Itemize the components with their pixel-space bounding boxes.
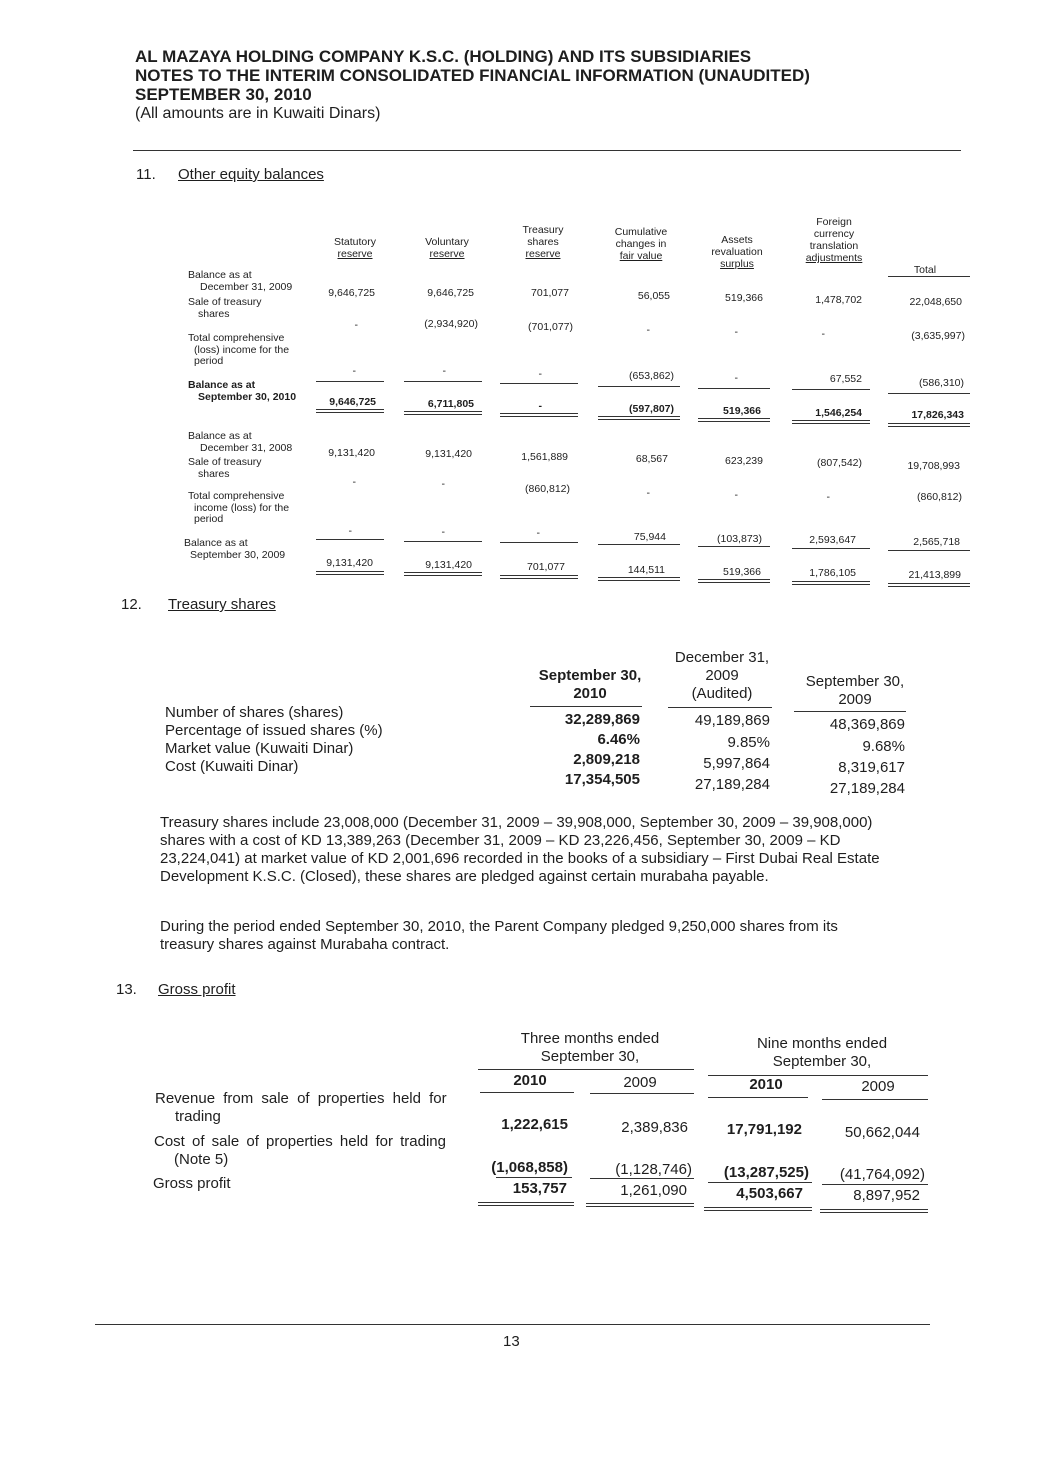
n12-col-dec2009: December 31, 2009 (Audited) bbox=[674, 649, 770, 702]
s2-double-rule bbox=[316, 571, 384, 575]
s2-tci-fairvalue: 75,944 bbox=[633, 531, 666, 543]
s1-double-rule bbox=[598, 416, 680, 420]
treasury-shares-paragraph: Treasury shares include 23,008,000 (December 31, 2009 – 39,908,000, September 30, 2009 – 39,908,000) shares with a cost of KD 13,389,263 (December 31, 2009 – KD 23,226,456, September 30, 2009 – KD 23,224,041) at market value of KD 2,001,696 recorded in the books of a subsidiary – First Dubai Real Estate Development K.S.C. (Closed), these shares are pledged against certain murabaha payable. bbox=[160, 814, 880, 885]
n13-year-rule bbox=[480, 1092, 574, 1093]
s1-tci-fairvalue: (653,862) bbox=[629, 370, 674, 382]
s1-tci-fx: 67,552 bbox=[829, 373, 862, 385]
col-total: Total bbox=[913, 264, 937, 276]
s1-tci-voluntary: - bbox=[442, 365, 446, 377]
s2-open-revaluation: 623,239 bbox=[725, 455, 763, 467]
s2-open-treasury: 1,561,889 bbox=[521, 451, 568, 463]
s1-sale-total: (3,635,997) bbox=[911, 330, 965, 342]
s2-open-total: 19,708,993 bbox=[907, 460, 960, 472]
s2-tci-voluntary: - bbox=[441, 526, 445, 538]
note12-number: 12. bbox=[121, 596, 142, 613]
n13-subtotal-rule bbox=[496, 1177, 572, 1178]
col-foreign-currency: Foreign currency translation adjustments bbox=[805, 216, 863, 264]
s2-close-voluntary: 9,131,420 bbox=[425, 559, 472, 571]
s1-double-rule bbox=[698, 418, 770, 422]
s2-double-rule bbox=[500, 575, 578, 579]
s1-sale-fairvalue: - bbox=[646, 324, 650, 336]
report-date: SEPTEMBER 30, 2010 bbox=[135, 85, 312, 104]
s1-open-treasury: 701,077 bbox=[531, 287, 569, 299]
n12-v2: 9.85% bbox=[727, 734, 770, 751]
s2-tci-statutory: - bbox=[348, 525, 352, 537]
s1-rule bbox=[792, 389, 870, 390]
n13-double-rule bbox=[586, 1203, 694, 1207]
n12-v3: 9.68% bbox=[862, 738, 905, 755]
n12-v1: 32,289,869 bbox=[564, 711, 640, 728]
footer-rule bbox=[95, 1324, 930, 1325]
s2-tci-treasury: - bbox=[536, 527, 540, 539]
s2-close-treasury: 701,077 bbox=[527, 561, 565, 573]
s1-sale-revaluation: - bbox=[734, 326, 738, 338]
s2-rule bbox=[598, 544, 680, 545]
s2-rule bbox=[792, 548, 870, 549]
s1-close-fx: 1,546,254 bbox=[815, 407, 862, 419]
n13-year-rule bbox=[708, 1097, 808, 1098]
s2-sale-total: (860,812) bbox=[917, 491, 962, 503]
s1-sale-fx: - bbox=[821, 328, 825, 340]
n13-cost-value: (1,068,858) bbox=[491, 1159, 568, 1176]
s2-close-statutory: 9,131,420 bbox=[326, 557, 373, 569]
n12-v2: 27,189,284 bbox=[694, 776, 770, 793]
s1-tci-statutory: - bbox=[352, 365, 356, 377]
s1-tci-total: (586,310) bbox=[919, 377, 964, 389]
s2-open-fx: (807,542) bbox=[817, 457, 862, 469]
n13-gross-profit-value: 1,261,090 bbox=[620, 1182, 687, 1199]
n12-row-label: Cost (Kuwaiti Dinar) bbox=[165, 758, 299, 775]
n13-year: 2009 bbox=[861, 1078, 895, 1095]
n13-revenue-label: Revenue from sale of properties held for trading bbox=[155, 1090, 447, 1125]
header-rule bbox=[133, 150, 961, 151]
s2-rule bbox=[888, 550, 970, 551]
s2-rule bbox=[500, 542, 578, 543]
s1-rule bbox=[404, 381, 482, 382]
s1-sale-treasury: (701,077) bbox=[528, 321, 573, 333]
s2-double-rule bbox=[792, 581, 870, 585]
s1-open-fairvalue: 56,055 bbox=[637, 290, 670, 302]
s1-opening-label: Balance as at December 31, 2009 bbox=[188, 269, 293, 293]
currency-note: (All amounts are in Kuwaiti Dinars) bbox=[135, 105, 381, 122]
company-name: AL MAZAYA HOLDING COMPANY K.S.C. (HOLDING) AND ITS SUBSIDIARIES bbox=[135, 47, 752, 66]
s2-close-revaluation-value: 519,366 bbox=[723, 566, 761, 578]
n13-gross-profit-value: 153,757 bbox=[512, 1180, 567, 1197]
n13-nine-months-header: Nine months ended September 30, bbox=[756, 1035, 888, 1070]
s2-open-voluntary: 9,131,420 bbox=[425, 448, 472, 460]
note12-title: Treasury shares bbox=[168, 596, 276, 613]
n12-v2: 5,997,864 bbox=[703, 755, 770, 772]
n12-header-rule bbox=[794, 711, 906, 712]
s2-open-statutory: 9,131,420 bbox=[328, 447, 375, 459]
n12-row-label: Market value (Kuwaiti Dinar) bbox=[165, 740, 354, 757]
s1-rule bbox=[598, 386, 680, 387]
s1-open-revaluation: 519,366 bbox=[725, 292, 763, 304]
col-statutory-reserve: Statutory reserve bbox=[333, 236, 377, 260]
s1-open-fx: 1,478,702 bbox=[815, 294, 862, 306]
s1-close-treasury: - bbox=[538, 400, 542, 412]
n13-cost-label: Cost of sale of properties held for trading (Note 5) bbox=[154, 1133, 446, 1168]
note13-number: 13. bbox=[116, 981, 137, 998]
n12-col-sep2010: September 30, 2010 bbox=[538, 667, 642, 702]
s2-tci-revaluation: (103,873) bbox=[717, 533, 762, 545]
s2-sale-fairvalue: - bbox=[646, 487, 650, 499]
n12-v1: 2,809,218 bbox=[573, 751, 640, 768]
n13-year: 2009 bbox=[623, 1074, 657, 1091]
note11-title: Other equity balances bbox=[178, 166, 324, 183]
document-title: NOTES TO THE INTERIM CONSOLIDATED FINANCIAL INFORMATION (UNAUDITED) bbox=[135, 66, 810, 85]
s1-tci-label: Total comprehensive (loss) income for the period bbox=[188, 332, 290, 367]
s1-tci-treasury: - bbox=[538, 368, 542, 380]
s2-open-fairvalue: 68,567 bbox=[635, 453, 668, 465]
n13-revenue-value: 50,662,044 bbox=[844, 1124, 920, 1141]
s2-close-total: 21,413,899 bbox=[908, 569, 961, 581]
n13-revenue-value: 2,389,836 bbox=[621, 1119, 688, 1136]
n13-cost-value: (1,128,746) bbox=[615, 1161, 692, 1178]
s2-sale-label: Sale of treasury shares bbox=[188, 456, 262, 480]
s1-tci-revaluation: - bbox=[734, 372, 738, 384]
n13-cost-value: (13,287,525) bbox=[723, 1164, 809, 1181]
s2-sale-voluntary: - bbox=[441, 478, 445, 490]
s1-sale-voluntary: (2,934,920) bbox=[424, 318, 478, 330]
s2-tci-label: Total comprehensive income (loss) for the period bbox=[188, 490, 290, 525]
s2-opening-label: Balance as at December 31, 2008 bbox=[188, 430, 293, 454]
s2-sale-revaluation: - bbox=[734, 489, 738, 501]
s2-double-rule bbox=[888, 583, 970, 587]
s2-tci-fx: 2,593,647 bbox=[809, 534, 856, 546]
n12-header-rule bbox=[530, 706, 642, 707]
n12-v3: 8,319,617 bbox=[838, 759, 905, 776]
s1-close-revaluation: 519,366 bbox=[723, 405, 761, 417]
s1-sale-statutory: - bbox=[354, 319, 358, 331]
n13-gross-profit-value: 8,897,952 bbox=[853, 1187, 920, 1204]
col-voluntary-reserve: Voluntary reserve bbox=[425, 236, 469, 260]
n13-gross-profit-value: 4,503,667 bbox=[736, 1185, 803, 1202]
pledge-paragraph: During the period ended September 30, 2010, the Parent Company pledged 9,250,000 shares from its treasury shares against Murabaha contract. bbox=[160, 918, 838, 953]
total-header-rule bbox=[888, 276, 970, 277]
s2-rule bbox=[404, 541, 482, 542]
s1-close-statutory: 9,646,725 bbox=[329, 396, 376, 408]
s2-sale-statutory: - bbox=[352, 476, 356, 488]
s1-open-voluntary: 9,646,725 bbox=[427, 287, 474, 299]
s1-double-rule bbox=[316, 409, 384, 413]
n12-col-sep2009: September 30, 2009 bbox=[805, 673, 905, 708]
n12-row-label: Number of shares (shares) bbox=[165, 704, 344, 721]
n13-subtotal-rule bbox=[822, 1184, 928, 1185]
s1-close-total: 17,826,343 bbox=[911, 409, 964, 421]
s1-double-rule bbox=[404, 411, 482, 415]
n13-year-rule bbox=[590, 1093, 694, 1094]
col-assets-revaluation: Assets revaluation surplus bbox=[711, 234, 763, 270]
n13-cost-value: (41,764,092) bbox=[839, 1166, 925, 1183]
s1-rule bbox=[888, 393, 970, 394]
s2-rule bbox=[316, 539, 384, 540]
s1-sale-label: Sale of treasury shares bbox=[188, 296, 262, 320]
n13-year: 2010 bbox=[513, 1072, 547, 1089]
n12-v2: 49,189,869 bbox=[694, 712, 770, 729]
n12-header-rule bbox=[668, 707, 772, 708]
s1-rule bbox=[500, 383, 578, 384]
s2-rule bbox=[698, 546, 770, 547]
n13-double-rule bbox=[478, 1202, 574, 1206]
note13-title: Gross profit bbox=[158, 981, 236, 998]
s1-close-voluntary: 6,711,805 bbox=[427, 398, 474, 410]
s1-double-rule bbox=[888, 423, 970, 427]
s2-close-fx: 1,786,105 bbox=[809, 567, 856, 579]
s1-closing-label: Balance as at September 30, 2010 bbox=[188, 379, 297, 403]
n12-v1: 17,354,505 bbox=[564, 771, 640, 788]
s1-open-total: 22,048,650 bbox=[909, 296, 962, 308]
n12-v1: 6.46% bbox=[597, 731, 640, 748]
page-number: 13 bbox=[503, 1333, 520, 1350]
n12-v3: 27,189,284 bbox=[829, 780, 905, 797]
n13-year-rule bbox=[822, 1099, 928, 1100]
n13-three-months-header: Three months ended September 30, bbox=[520, 1030, 660, 1065]
s2-closing-label: Balance as at September 30, 2009 bbox=[184, 537, 286, 561]
s1-rule bbox=[316, 381, 384, 382]
s2-double-rule bbox=[698, 579, 770, 583]
n12-row-label: Percentage of issued shares (%) bbox=[165, 722, 383, 739]
n13-subtotal-rule bbox=[590, 1178, 694, 1179]
n13-year: 2010 bbox=[749, 1076, 783, 1093]
s1-rule bbox=[698, 388, 770, 389]
s2-close-fairvalue: 144,511 bbox=[627, 564, 665, 576]
n13-gross-profit-label: Gross profit bbox=[153, 1175, 231, 1192]
s2-double-rule bbox=[404, 572, 482, 576]
n12-v3: 48,369,869 bbox=[829, 716, 905, 733]
n13-revenue-value: 1,222,615 bbox=[501, 1116, 568, 1133]
n13-group-rule bbox=[478, 1069, 694, 1070]
n13-revenue-value: 17,791,192 bbox=[726, 1121, 802, 1138]
s2-sale-treasury: (860,812) bbox=[525, 483, 570, 495]
s2-double-rule bbox=[598, 577, 680, 581]
col-cumulative-fair-value: Cumulative changes in fair value bbox=[614, 226, 668, 262]
col-treasury-shares-reserve: Treasury shares reserve bbox=[522, 224, 564, 260]
s1-open-statutory: 9,646,725 bbox=[328, 287, 375, 299]
n13-double-rule bbox=[704, 1207, 812, 1211]
s1-double-rule bbox=[792, 420, 870, 424]
s1-double-rule bbox=[500, 413, 578, 417]
s2-tci-total: 2,565,718 bbox=[913, 536, 960, 548]
n13-subtotal-rule bbox=[708, 1182, 812, 1183]
note11-number: 11. bbox=[136, 166, 156, 183]
n13-double-rule bbox=[820, 1209, 928, 1213]
s1-close-fairvalue: (597,807) bbox=[629, 403, 674, 415]
s2-sale-fx: - bbox=[826, 491, 830, 503]
